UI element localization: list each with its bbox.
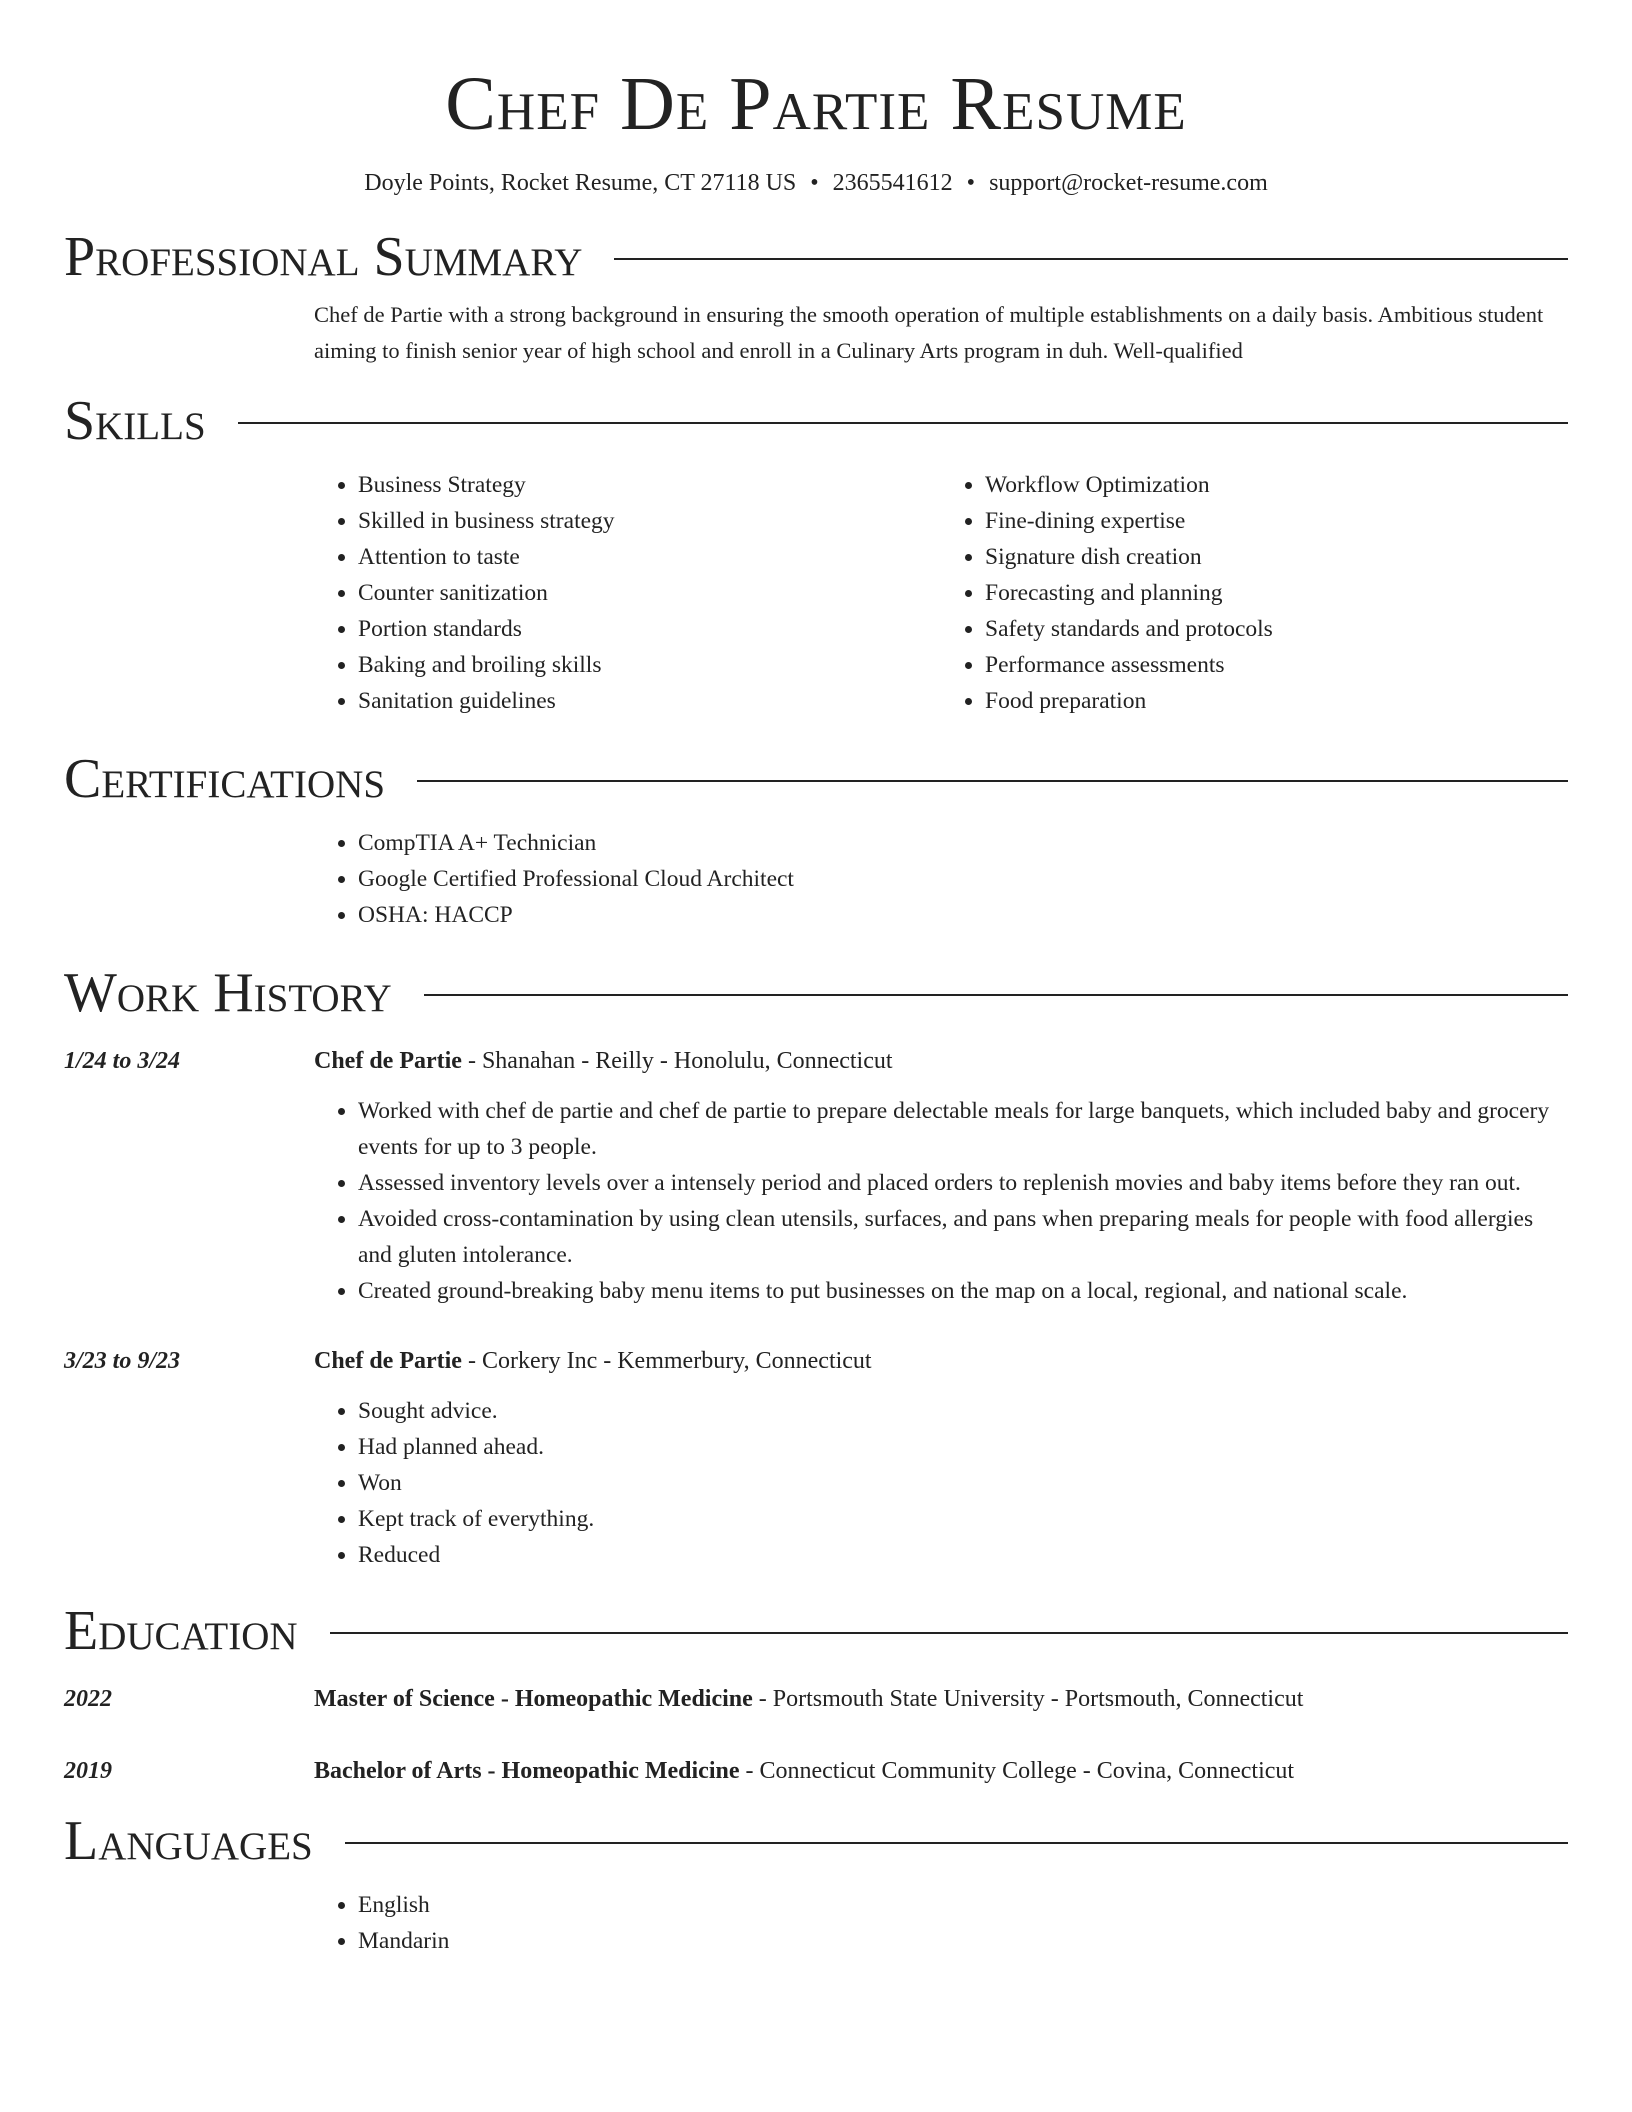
- contact-email: support@rocket-resume.com: [989, 170, 1268, 196]
- job-employer: - Shanahan - Reilly - Honolulu, Connecticut: [461, 1048, 893, 1074]
- job-bullet: • Avoided cross-contamination by using clean utensils, surfaces, and pans when preparing meals for people with food allergies and gluten intolerance.: [358, 1201, 1568, 1273]
- job-bullet: • Worked with chef de partie and chef de partie to prepare delectable meals for large banquets, which included baby and grocery events for up to 3 people.: [358, 1093, 1568, 1165]
- education-year: 2019: [64, 1758, 112, 1784]
- section-divider: [238, 422, 1568, 424]
- resume-title: Chef De Partie Resume: [445, 62, 1187, 146]
- education-section-header: [64, 1599, 1568, 1663]
- section-heading: Certifications: [64, 748, 386, 810]
- skill-item: • Skilled in business strategy: [358, 503, 941, 539]
- skill-item: • Safety standards and protocols: [985, 611, 1568, 647]
- skills-grid: [314, 467, 1568, 719]
- skill-item: • Counter sanitization: [358, 575, 941, 611]
- skill-item: • Attention to taste: [358, 539, 941, 575]
- job-dates: 3/23 to 9/23: [64, 1348, 181, 1374]
- section-heading: Professional Summary: [64, 226, 583, 288]
- job-body: [314, 1343, 1568, 1573]
- certification-item: • Google Certified Professional Cloud Architect: [358, 861, 1568, 897]
- job-employer: - Corkery Inc - Kemmerbury, Connecticut: [461, 1348, 872, 1374]
- section-heading: Education: [64, 1600, 298, 1662]
- section-heading: Languages: [64, 1810, 313, 1872]
- job-title-line: [314, 1343, 1568, 1379]
- certifications-section-header: [64, 747, 1568, 811]
- job-bullet: • Kept track of everything.: [358, 1501, 1568, 1537]
- separator-dot: •: [966, 170, 976, 196]
- skill-item: • Sanitation guidelines: [358, 683, 941, 719]
- language-item: • Mandarin: [358, 1923, 1568, 1959]
- job-title-line: [314, 1043, 1568, 1079]
- education-entry: [64, 1753, 1568, 1789]
- summary-text: Chef de Partie with a strong background in ensuring the smooth operation of multiple establishments on a daily basis. Ambitious student aiming to finish senior year of high school and enroll in a Culinary Arts program in duh. Well-qualified: [314, 302, 1544, 363]
- summary-section-header: [64, 225, 1568, 289]
- job-body: [314, 1043, 1568, 1309]
- certification-item: • CompTIA A+ Technician: [358, 825, 1568, 861]
- education-degree: Bachelor of Arts - Homeopathic Medicine: [314, 1758, 740, 1784]
- skills-section-header: [64, 389, 1568, 453]
- education-year: 2022: [64, 1686, 112, 1712]
- education-degree: Master of Science - Homeopathic Medicine: [314, 1686, 753, 1712]
- job-bullet: • Won: [358, 1465, 1568, 1501]
- certification-item: • OSHA: HACCP: [358, 897, 1568, 933]
- section-divider: [424, 994, 1568, 996]
- section-divider: [330, 1632, 1568, 1634]
- skill-item: • Business Strategy: [358, 467, 941, 503]
- skill-item: • Baking and broiling skills: [358, 647, 941, 683]
- job-dates: 1/24 to 3/24: [64, 1048, 181, 1074]
- job-bullets: [314, 1093, 1568, 1309]
- section-heading: Work History: [64, 962, 392, 1024]
- contact-address: Doyle Points, Rocket Resume, CT 27118 US: [364, 170, 797, 196]
- language-item: • English: [358, 1887, 1568, 1923]
- skill-item: • Fine-dining expertise: [985, 503, 1568, 539]
- skills-right-list: [941, 467, 1568, 719]
- job-bullet: • Created ground-breaking baby menu items to put businesses on the map on a local, regional, and national scale.: [358, 1273, 1568, 1309]
- certifications-list: [314, 825, 1568, 933]
- education-entry: [64, 1681, 1568, 1717]
- work-section-header: [64, 961, 1568, 1025]
- job-entry: [64, 1043, 1568, 1309]
- job-bullet: • Assessed inventory levels over a intensely period and placed orders to replenish movies and baby items before they ran out.: [358, 1165, 1568, 1201]
- separator-dot: •: [810, 170, 819, 196]
- languages-block: [314, 1887, 1568, 1959]
- skill-item: • Signature dish creation: [985, 539, 1568, 575]
- education-school: - Connecticut Community College - Covina, Connecticut: [739, 1758, 1295, 1784]
- job-bullet: • Had planned ahead.: [358, 1429, 1568, 1465]
- education-line: [314, 1753, 1568, 1789]
- skill-item: • Portion standards: [358, 611, 941, 647]
- job-bullets: [314, 1393, 1568, 1573]
- skill-item: • Food preparation: [985, 683, 1568, 719]
- education-line: [314, 1681, 1568, 1717]
- languages-list: [314, 1887, 1568, 1959]
- certifications-block: [314, 825, 1568, 933]
- education-school: - Portsmouth State University - Portsmouth, Connecticut: [752, 1686, 1304, 1712]
- job-title: Chef de Partie: [314, 1048, 462, 1074]
- contact-phone: 2365541612: [832, 170, 953, 196]
- section-divider: [417, 780, 1568, 782]
- languages-section-header: [64, 1809, 1568, 1873]
- job-title: Chef de Partie: [314, 1348, 462, 1374]
- skills-left-list: [314, 467, 941, 719]
- section-divider: [614, 258, 1568, 260]
- job-bullet: • Sought advice.: [358, 1393, 1568, 1429]
- job-entry: [64, 1343, 1568, 1573]
- contact-line: [64, 170, 1568, 197]
- job-bullet: • Reduced: [358, 1537, 1568, 1573]
- skill-item: • Forecasting and planning: [985, 575, 1568, 611]
- skill-item: • Workflow Optimization: [985, 467, 1568, 503]
- section-heading: Skills: [64, 390, 206, 452]
- skill-item: • Performance assessments: [985, 647, 1568, 683]
- section-divider: [345, 1842, 1568, 1844]
